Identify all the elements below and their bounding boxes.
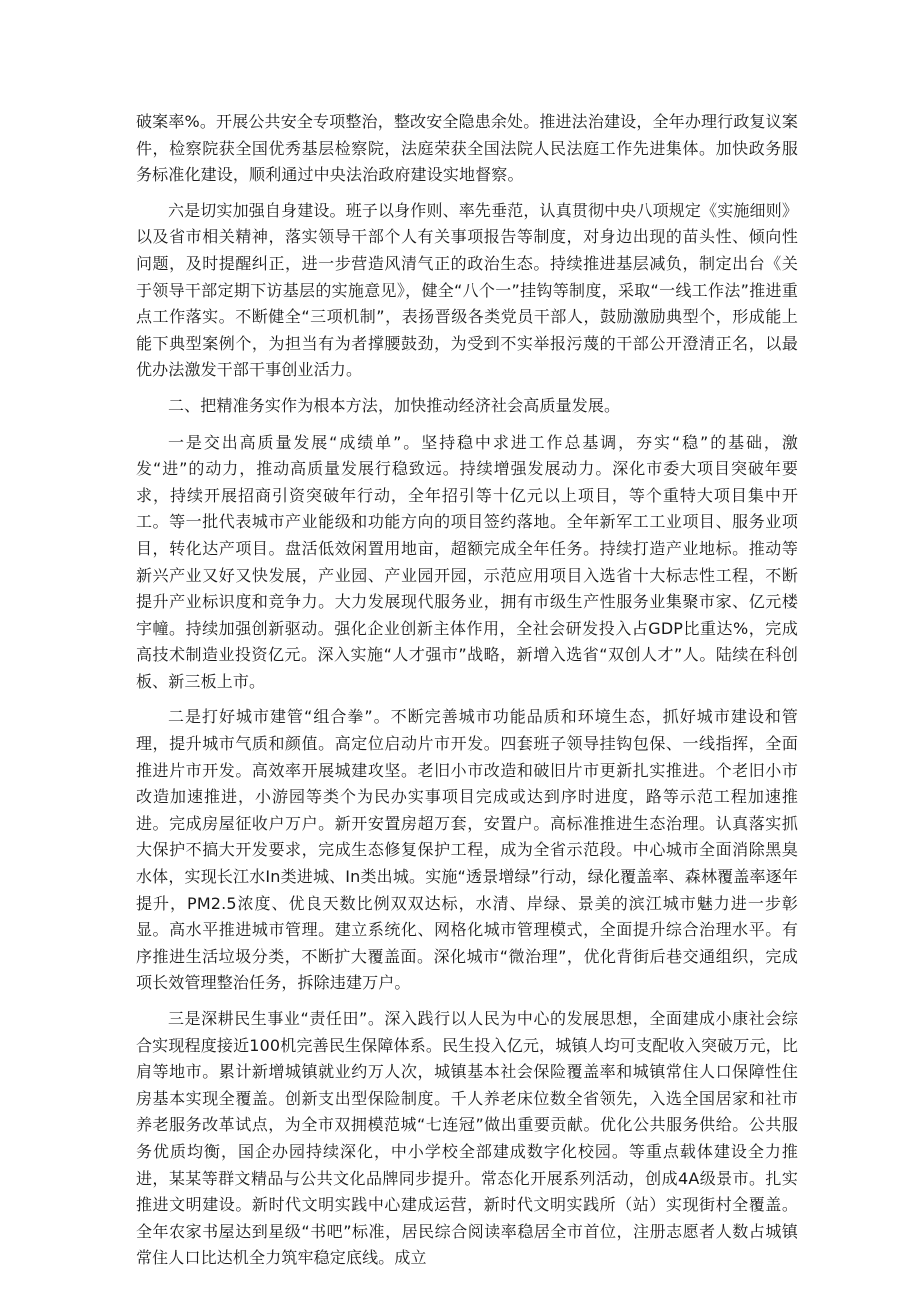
paragraph-livelihood: 三是深耕民生事业“责任田”。深入践行以人民为中心的发展思想，全面建成小康社会综合实现程度接近100机完善民生保障体系。民生投入亿元，城镇人均可支配收入突破万元，比肩等地市。累计新增城镇就业约万人次，城镇基本社会保险覆盖率和城镇常住人口保障性住房基本实现全覆盖。创新支出型保险制度。千人养老床位数全省领先，入选全国居家和社市养老服务改革试点，为全市双拥模范城“七连冠”做出重要贡献。优化公共服务供给。公共服务优质均衡，国企办园持续深化，中小学校全部建成数字化校园。等重点载体建设全力推进，某某等群文精品与公共文化品牌同步提升。常态化开展系列活动，创成4A级景市。扎实推进文明建设。新时代文明实践中心建成运营，新时代文明实践所（站）实现街村全覆盖。全年农家书屋达到星级“书吧”标准，居民综合阅读率稳居全市首位，注册志愿者人数占城镇常住人口比达机全力筑牢稳定底线。成立: [136, 1009, 798, 1268]
document-body: [136, 109, 798, 1281]
paragraph-development-scorecard: 一是交出高质量发展“成绩单”。坚持稳中求进工作总基调，夯实“稳”的基础，激发“进”的动力，推动高质量发展行稳致远。持续增强发展动力。深化市委大项目突破年要求，持续开展招商引资突破年行动，全年招引等十亿元以上项目，等个重特大项目集中开工。等一批代表城市产业能级和功能方向的项目签约落地。全年新军工工业项目、服务业项目，转化达产项目。盘活低效闲置用地亩，超额完成全年任务。持续打造产业地标。推动等新兴产业又好又快发展，产业园、产业园开园，示范应用项目入选省十大标志性工程，不断提升产业标识度和竞争力。大力发展现代服务业，拥有市级生产性服务业集聚市家、亿元楼宇幢。持续加强创新驱动。强化企业创新主体作用，全社会研发投入占GDP比重达%，完成高技术制造业投资亿元。深入实施“人才强市”战略，新增入选省“双创人才”人。陆续在科创板、新三板上市。: [136, 432, 798, 691]
paragraph-public-security: 破案率%。开展公共安全专项整治，整改安全隐患余处。推进法治建设，全年办理行政复议案件，检察院获全国优秀基层检察院，法庭荣获全国法院人民法庭工作先进集体。加快政务服务标准化建设，顺利通过中央法治政府建设实地督察。: [136, 112, 798, 185]
paragraph-urban-management: 二是打好城市建管“组合拳”。不断完善城市功能品质和环境生态，抓好城市建设和管理，提升城市气质和颜值。高定位启动片市开发。四套班子领导挂钩包保、一线指挥，全面推进片市开发。高效率开展城建攻坚。老旧小市改造和破旧片市更新扎实推进。个老旧小市改造加速推进，小游园等类个为民办实事项目完成或达到序时进度，路等示范工程加速推进。完成房屋征收户万户。新开安置房超万套，安置户。高标准推进生态治理。认真落实抓大保护不搞大开发要求，完成生态修复保护工程，成为全省示范段。中心城市全面消除黑臭水体，实现长江水In类进城、In类出城。实施“透景增绿”行动，绿化覆盖率、森林覆盖率逐年提升，PM2.5浓度、优良天数比例双双达标，水清、岸绿、景美的滨江城市魅力进一步彰显。高水平推进城市管理。建立系统化、网格化城市管理模式，全面提升综合治理水平。有序推进生活垃圾分类，不断扩大覆盖面。深化城市“微治理”，优化背街后巷交通组织，完成项长效管理整治任务，拆除违建万户。: [136, 707, 798, 993]
section-heading-two: 二、把精准务实作为根本方法，加快推动经济社会高质量发展。: [168, 395, 621, 415]
paragraph-self-construction: 六是切实加强自身建设。班子以身作则、率先垂范，认真贯彻中央八项规定《实施细则》以及省市相关精神，落实领导干部个人有关事项报告等制度，对身边出现的苗头性、倾向性问题，及时提醒纠正，进一步营造风清气正的政治生态。持续推进基层减负，制定出台《关于领导干部定期下访基层的实施意见》，健全“八个一”挂钩等制度，采取“一线工作法”推进重点工作落实。不断健全“三项机制”，表扬晋级各类党员干部人，鼓励激励典型个，形成能上能下典型案例个，为担当有为者撑腰鼓劲，为受到不实举报污蔑的干部公开澄清正名，以最优办法激发干部干事创业活力。: [136, 200, 798, 380]
